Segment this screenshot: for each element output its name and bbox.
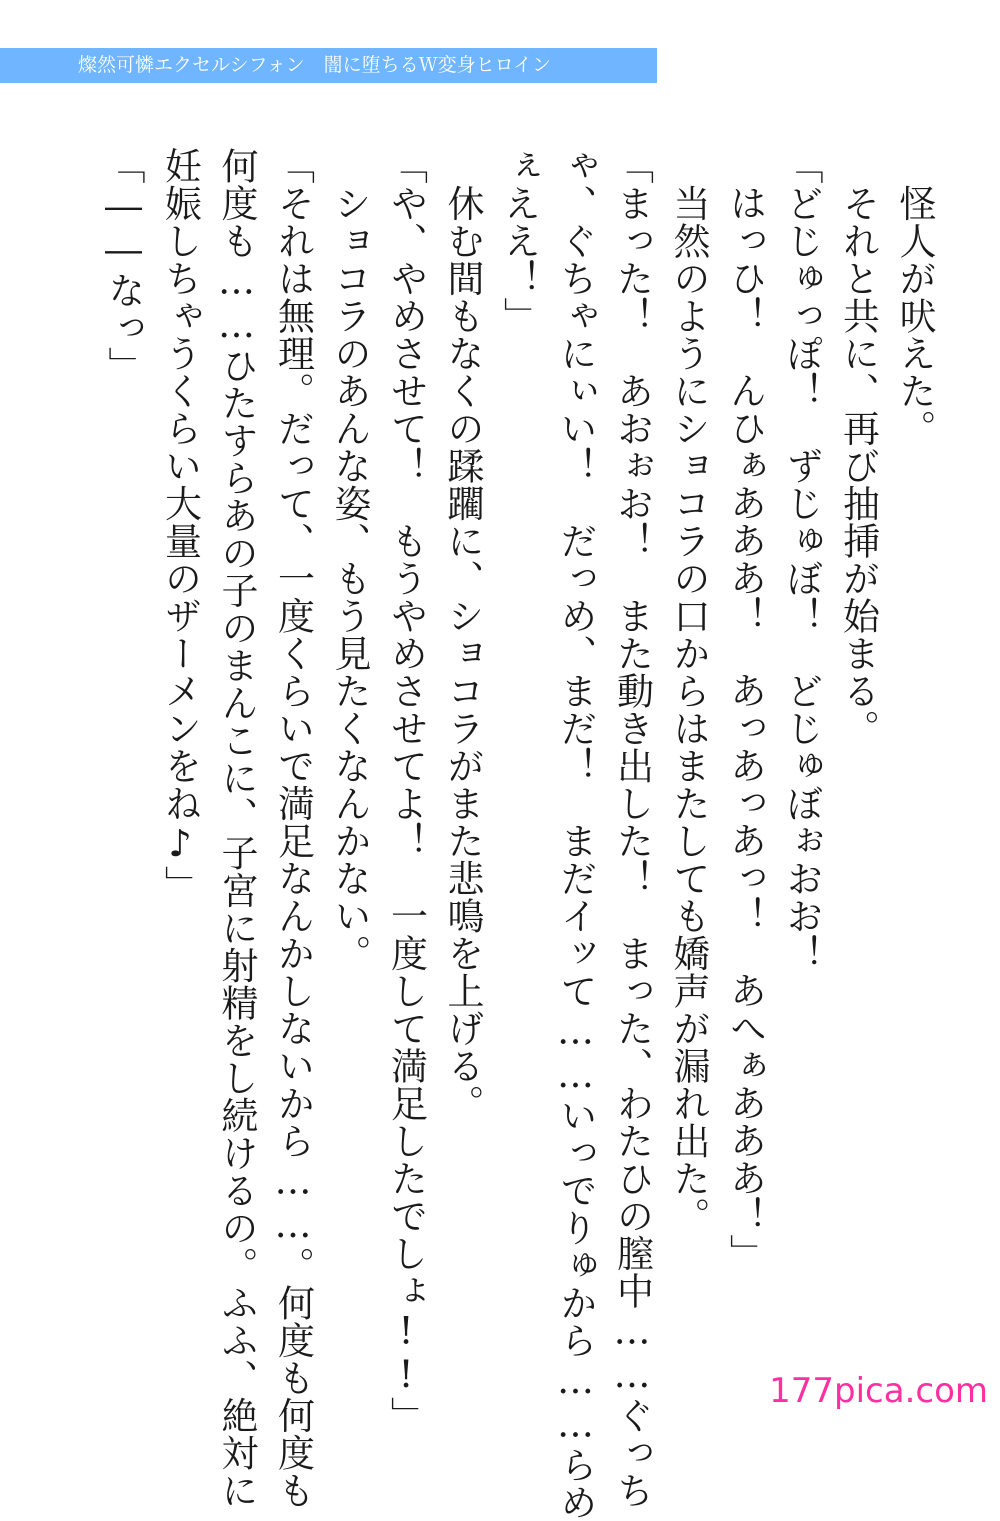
- site-watermark: 177pica.com: [769, 1371, 988, 1411]
- text-line: 何度も……ひたすらあの子のまんこに、子宮に射精をし続けるの。ふふ、絶対に: [215, 147, 258, 1509]
- text-line: 「それは無理。だって、一度くらいで満足なんかしないから……。何度も何度も: [271, 147, 315, 1509]
- text-line: 「や、やめさせて！ もうやめさせてよ！ 一度して満足したでしょ!!」: [384, 147, 428, 1434]
- text-line: ショコラのあんな姿、もう見たくなんかない。: [328, 147, 371, 972]
- text-line: 「どじゅっぽ！ ずじゅぼ！ どじゅぼぉおお！: [780, 147, 823, 972]
- text-line: はっひ！ んひぁあああ！ あっあっあっ！ あへぁあああ！」: [723, 184, 767, 1272]
- text-line: 休む間もなくの蹂躙に、ショコラがまた悲鳴を上げる。: [441, 147, 484, 1122]
- text-line: 「――なっ」: [102, 147, 145, 384]
- text-line: 怪人が吠えた。: [893, 147, 936, 447]
- text-line: ゃ、ぐちゃにぃい！ だっめ、まだ！ まだイッて……いっでりゅから……らめ: [554, 147, 597, 1521]
- text-line: ぇええ！」: [497, 147, 541, 335]
- running-header-title: 燦然可憐エクセルシフォン 闇に堕ちるＷ変身ヒロイン: [78, 54, 552, 76]
- text-line: 「まった！ あおぉお！ また動き出した！ まった、わたひの膣中……ぐっち: [610, 147, 654, 1509]
- text-line: 妊娠しちゃうくらい大量のザーメンをね♪」: [158, 147, 202, 903]
- text-line: 当然のようにショコラの口からはまたしても嬌声が漏れ出た。: [667, 147, 710, 1235]
- text-line: それと共に、再び抽挿が始まる。: [836, 147, 880, 747]
